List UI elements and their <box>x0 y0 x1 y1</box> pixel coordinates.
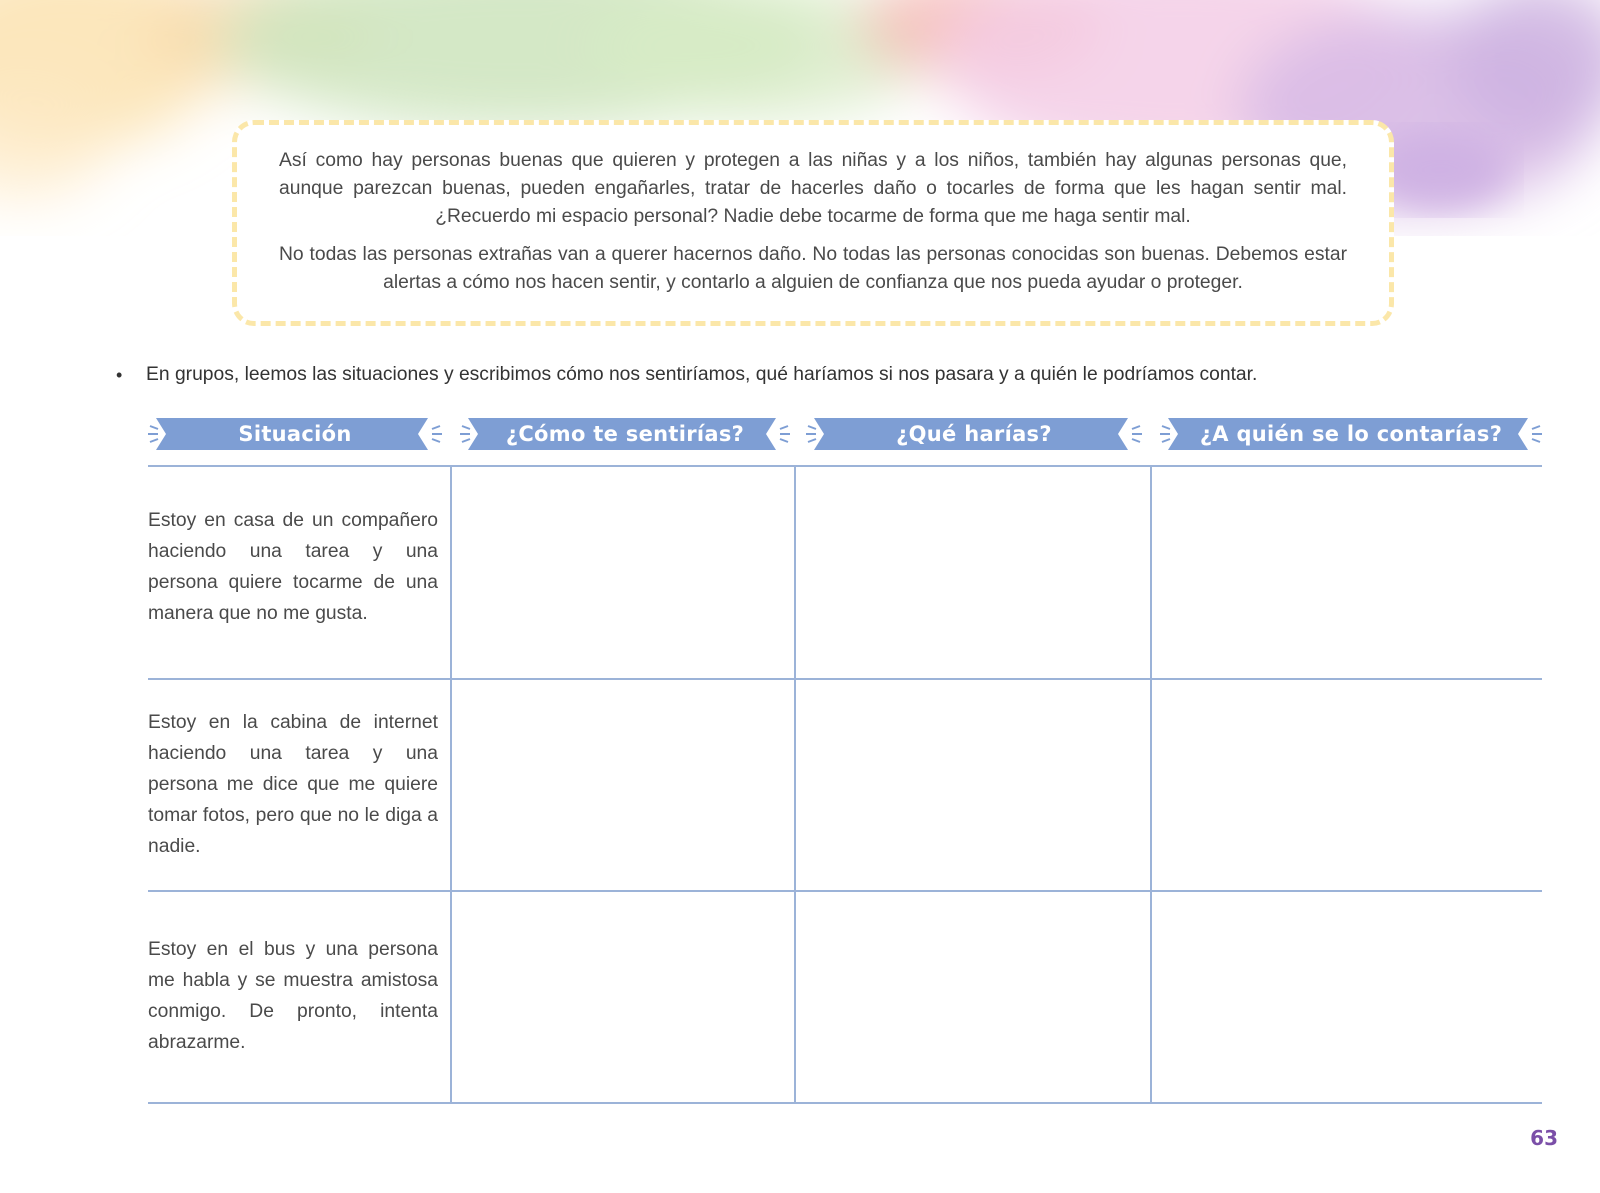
situation-text-1: Estoy en casa de un compañero haciendo una tarea y una persona quiere tocarme de una manera que no me gusta. <box>148 510 438 624</box>
table-rule-bottom <box>148 1102 1542 1104</box>
header-label: ¿Qué harías? <box>896 422 1052 446</box>
column-divider <box>450 466 452 1104</box>
table-rule <box>148 890 1542 892</box>
header-a-quien-se-lo-contarias <box>1160 415 1542 453</box>
header-label: ¿A quién se lo contarías? <box>1199 422 1503 446</box>
instruction-text: En grupos, leemos las situaciones y escribimos cómo nos sentiríamos, qué haríamos si nos pasara y a quién le podríamos contar. <box>146 364 1258 385</box>
situation-text-2: Estoy en la cabina de internet haciendo una tarea y una persona me dice que me quiere tomar fotos, pero que no le diga a nadie. <box>148 712 438 857</box>
info-paragraph-2: No todas las personas extrañas van a querer hacernos daño. No todas las personas conocidas son buenas. Debemos estar alertas a cómo nos hacen sentir, y contarlo a alguien de confianza que nos pueda ayudar o proteger. <box>279 244 1347 293</box>
table-rule-top <box>148 465 1542 467</box>
info-paragraph-1: Así como hay personas buenas que quieren y protegen a las niñas y a los niños, también hay algunas personas que, aunque parezcan buenas, pueden engañarles, tratar de hacerles daño o tocarles de forma que les hagan sentir mal. ¿Recuerdo mi espacio personal? Nadie debe tocarme de forma que me haga sentir mal. <box>279 150 1347 227</box>
bullet: • <box>116 364 123 385</box>
page-number: 63 <box>1530 1126 1558 1150</box>
situation-text-3: Estoy en el bus y una persona me habla y se muestra amistosa conmigo. De pronto, intenta abrazarme. <box>148 939 438 1053</box>
header-como-te-sentirias <box>460 415 790 453</box>
column-divider <box>1150 466 1152 1104</box>
header-label: Situación <box>238 422 352 446</box>
info-box <box>232 120 1394 326</box>
header-label: ¿Cómo te sentirías? <box>505 422 745 446</box>
table-rule <box>148 678 1542 680</box>
column-divider <box>794 466 796 1104</box>
header-que-harias <box>806 415 1142 453</box>
header-situacion <box>148 415 442 453</box>
instruction <box>112 364 1562 386</box>
